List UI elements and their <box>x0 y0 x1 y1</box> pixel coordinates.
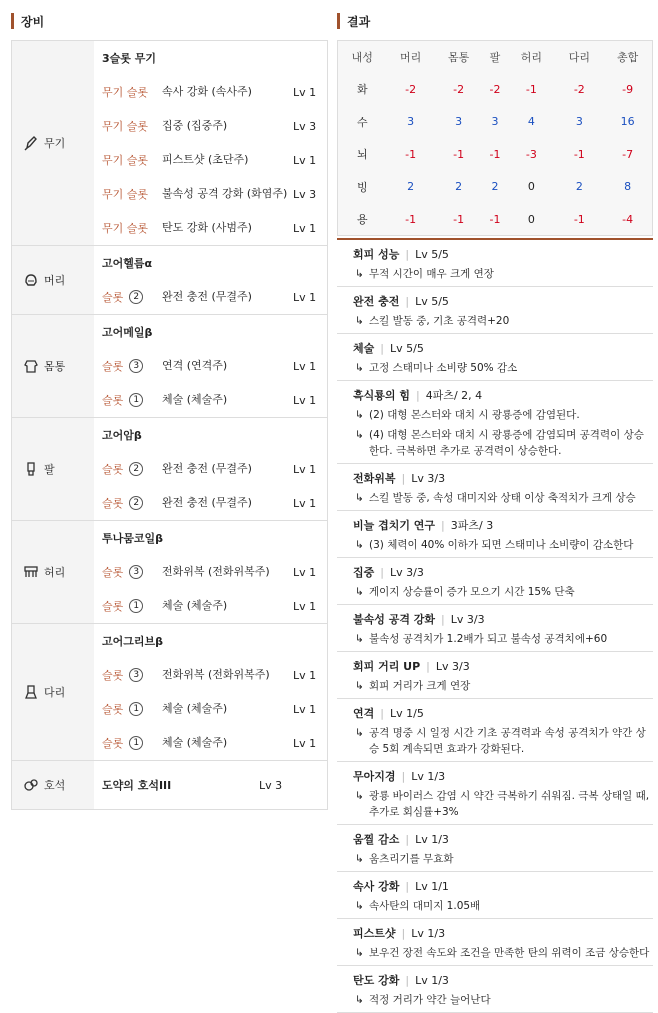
column-header: 총합 <box>617 51 639 64</box>
slot-level-badge: 2 <box>129 496 143 510</box>
decoration-name: 속사 강화 (속사주) <box>162 85 252 98</box>
arrow-icon: ↳ <box>355 680 364 692</box>
skill-item: 속사 강화 | Lv 1/1 ↳ 속사탄의 대미지 1.05배 <box>337 872 653 919</box>
slot-level-badge: 1 <box>129 393 143 407</box>
table-cell: -2 <box>405 82 417 96</box>
skill-name: 회피 성능 <box>353 248 400 261</box>
slot-label: 슬롯 <box>102 669 124 682</box>
decoration-name: 완전 충전 (무결주) <box>162 496 252 509</box>
column-header: 머리 <box>399 51 422 64</box>
slot-level-badge: 1 <box>129 702 143 716</box>
part-label-text: 몸통 <box>44 360 66 373</box>
decoration-row[interactable] <box>102 211 327 245</box>
decoration-name: 집중 (집중주) <box>162 119 228 132</box>
slot-label: 슬롯 <box>102 360 124 373</box>
slot-label: 무기 슬롯 <box>102 188 149 201</box>
skill-item: 집중 | Lv 3/3 ↳ 게이지 상승률이 증가 모으기 시간 15% 단축 <box>337 558 653 605</box>
decoration-name: 체술 (체술주) <box>162 736 228 749</box>
skill-item: 불속성 공격 강화 | Lv 3/3 ↳ 불속성 공격치가 1.2배가 되고 불속성 공격치에+60 <box>337 605 653 652</box>
skill-description <box>353 427 653 459</box>
slot-level-badge: 3 <box>129 359 143 373</box>
skill-item: 회피 거리 UP | Lv 3/3 ↳ 회피 거리가 크게 연장 <box>337 652 653 699</box>
table-cell: -1 <box>573 212 585 226</box>
decoration-name: 전화위복 (전화위복주) <box>162 565 270 578</box>
table-cell: -2 <box>489 82 501 96</box>
skill-name: 체술 <box>353 342 375 355</box>
arrow-icon: ↳ <box>355 409 364 421</box>
weapon-icon <box>22 135 40 151</box>
table-row <box>338 73 653 106</box>
skill-level: Lv 1/5 <box>389 706 424 720</box>
table-cell: 8 <box>624 180 632 194</box>
decoration-row[interactable] <box>102 280 327 314</box>
decoration-row[interactable] <box>102 726 327 760</box>
skill-item: 탄도 강화 | Lv 1/3 ↳ 적정 거리가 약간 늘어난다 <box>337 966 653 1013</box>
slot-label: 슬롯 <box>102 463 124 476</box>
decoration-row[interactable] <box>102 692 327 726</box>
skill-description-text: 움츠리기를 무효화 <box>369 853 454 865</box>
equip-title: 장비 <box>21 14 45 29</box>
decoration-level: Lv 3 <box>293 119 317 133</box>
slot-label: 무기 슬롯 <box>102 222 149 235</box>
arrow-icon: ↳ <box>355 492 364 504</box>
talisman-icon <box>22 777 40 793</box>
decoration-name: 전화위복 (전화위복주) <box>162 668 270 681</box>
skill-level: Lv 3/3 <box>450 612 485 626</box>
skill-description <box>353 678 653 694</box>
decoration-level: Lv 1 <box>293 599 317 613</box>
arrow-icon: ↳ <box>355 268 364 280</box>
table-cell: -1 <box>489 147 501 161</box>
decoration-row[interactable] <box>102 452 327 486</box>
table-cell: 용 <box>356 213 368 226</box>
skill-name: 연격 <box>353 707 375 720</box>
decoration-level: Lv 1 <box>293 85 317 99</box>
skill-description <box>353 945 653 961</box>
decoration-name: 체술 (체술주) <box>162 393 228 406</box>
skill-description <box>353 788 653 820</box>
decoration-name: 불속성 공격 강화 (화염주) <box>162 187 288 200</box>
part-label-text: 다리 <box>44 686 66 699</box>
decoration-row[interactable] <box>102 658 327 692</box>
skill-description-text: 스킬 발동 중, 속성 대미지와 상태 이상 축적치가 크게 상승 <box>369 492 636 504</box>
skill-item: 회피 성능 | Lv 5/5 ↳ 무적 시간이 매우 크게 연장 <box>337 240 653 287</box>
arrow-icon: ↳ <box>355 727 364 739</box>
skill-level: Lv 3/3 <box>411 471 446 485</box>
skill-description <box>353 992 653 1008</box>
result-title-bar <box>337 12 370 30</box>
skill-item: 완전 충전 | Lv 5/5 ↳ 스킬 발동 중, 기초 공격력+20 <box>337 287 653 334</box>
part-label <box>12 624 94 760</box>
part-label-text: 허리 <box>44 566 66 579</box>
resistance-table <box>337 40 653 236</box>
skill-description <box>353 266 653 282</box>
table-cell: 3 <box>407 115 415 129</box>
column-header: 허리 <box>520 51 542 64</box>
skill-name: 집중 <box>353 566 375 579</box>
column-header: 내성 <box>351 51 373 64</box>
table-cell: -9 <box>622 82 634 96</box>
skill-description-text: 광룡 바이러스 감염 시 약간 극복하기 쉬워짐. 극복 상태일 때, 추가로 회심률+3% <box>369 790 650 818</box>
decoration-level: Lv 1 <box>293 496 317 510</box>
arrow-icon: ↳ <box>355 429 364 441</box>
decoration-level: Lv 1 <box>293 153 317 167</box>
part-label-text: 팔 <box>44 463 55 476</box>
slot-label: 무기 슬롯 <box>102 120 149 133</box>
skill-description <box>353 360 653 376</box>
decoration-name: 완전 충전 (무결주) <box>162 462 252 475</box>
table-row <box>338 106 653 139</box>
decoration-row[interactable] <box>102 555 327 589</box>
skill-level: 4파츠/ 2, 4 <box>425 389 483 402</box>
part-label <box>12 41 94 245</box>
decoration-row[interactable] <box>102 143 327 177</box>
skill-level: 3파츠/ 3 <box>450 519 494 532</box>
decoration-name: 연격 (연격주) <box>162 359 228 372</box>
skill-name: 움찔 감소 <box>353 833 400 846</box>
table-cell: -1 <box>453 147 465 161</box>
slot-label: 슬롯 <box>102 394 124 407</box>
slot-level-badge: 2 <box>129 290 143 304</box>
table-cell: -1 <box>405 212 417 226</box>
slot-level-badge: 1 <box>129 736 143 750</box>
table-cell: 뇌 <box>356 148 368 162</box>
skill-name: 탄도 강화 <box>353 974 400 987</box>
table-cell: 0 <box>527 180 535 194</box>
skill-item: 연격 | Lv 1/5 ↳ 공격 명중 시 일정 시간 기초 공격력과 속성 공격치가 약간 상승 5회 계속되면 효과가 강화된다. <box>337 699 653 762</box>
table-cell: 0 <box>527 212 535 226</box>
skill-name: 완전 충전 <box>353 295 400 308</box>
talisman-name[interactable]: 도약의 호석III <box>102 779 172 792</box>
table-cell: -3 <box>525 147 537 161</box>
part-label-text: 무기 <box>44 137 66 150</box>
slot-label: 슬롯 <box>102 703 124 716</box>
skill-description <box>353 490 653 506</box>
decoration-level: Lv 1 <box>293 221 317 235</box>
table-cell: -4 <box>622 212 634 226</box>
skill-description <box>353 851 653 867</box>
skill-name: 피스트샷 <box>353 927 396 940</box>
table-row <box>338 171 653 204</box>
skill-level: Lv 1/3 <box>411 769 446 783</box>
skill-name: 전화위복 <box>353 472 396 485</box>
skill-level: Lv 3/3 <box>389 565 424 579</box>
decoration-level: Lv 1 <box>293 462 317 476</box>
skill-description-text: 고정 스태미나 소비량 50% 감소 <box>369 362 518 374</box>
equipment-name[interactable]: 고어암β <box>102 429 142 442</box>
slot-label: 슬롯 <box>102 566 124 579</box>
talisman-level: Lv 3 <box>259 778 283 792</box>
slot-label: 슬롯 <box>102 600 124 613</box>
slot-label: 슬롯 <box>102 737 124 750</box>
skill-description <box>353 631 653 647</box>
result-panel <box>337 40 653 1013</box>
equip-title-bar <box>11 12 44 30</box>
decoration-name: 체술 (체술주) <box>162 702 228 715</box>
skill-list <box>337 240 653 1013</box>
skill-description <box>353 584 653 600</box>
part-label <box>12 761 94 809</box>
table-row <box>338 203 653 236</box>
leg-icon <box>22 684 40 700</box>
arrow-icon: ↳ <box>355 947 364 959</box>
equipment-panel <box>11 40 328 810</box>
skill-description-text: 공격 명중 시 일정 시간 기초 공격력과 속성 공격치가 약간 상승 5회 계속되면 효과가 강화된다. <box>369 727 646 755</box>
decoration-row[interactable] <box>102 75 327 109</box>
skill-description-text: (4) 대형 몬스터와 대치 시 광룡증에 감염되며 공격력이 상승한다. 극복하면 추가로 공격력이 상승한다. <box>369 429 644 457</box>
decoration-level: Lv 1 <box>293 359 317 373</box>
decoration-row[interactable] <box>102 383 327 417</box>
arrow-icon: ↳ <box>355 315 364 327</box>
table-cell: 3 <box>491 115 499 129</box>
part-label-text: 호석 <box>44 779 66 792</box>
skill-level: Lv 1/3 <box>415 973 449 987</box>
skill-level: Lv 3/3 <box>435 659 470 673</box>
equip-part-5 <box>12 624 327 761</box>
arrow-icon: ↳ <box>355 539 364 551</box>
arm-icon <box>22 461 40 477</box>
table-cell: 수 <box>356 115 368 129</box>
arrow-icon: ↳ <box>355 853 364 865</box>
arrow-icon: ↳ <box>355 362 364 374</box>
equipment-name[interactable]: 고어그리브β <box>102 635 164 648</box>
skill-item: 비늘 겹치기 연구 | 3파츠/ 3 ↳ (3) 체력이 40% 이하가 되면 스태미나 소비량이 감소한다 <box>337 511 653 558</box>
skill-item: 움찔 감소 | Lv 1/3 ↳ 움츠리기를 무효화 <box>337 825 653 872</box>
skill-description-text: 적정 거리가 약간 늘어난다 <box>369 994 491 1006</box>
decoration-row[interactable] <box>102 177 327 211</box>
decoration-row[interactable] <box>102 486 327 520</box>
part-label <box>12 521 94 623</box>
skill-description <box>353 537 653 553</box>
table-cell: -2 <box>573 82 585 96</box>
decoration-level: Lv 1 <box>293 702 317 716</box>
table-cell: -2 <box>453 82 465 96</box>
slot-label: 무기 슬롯 <box>102 86 149 99</box>
skill-description-text: 게이지 상승률이 증가 모으기 시간 15% 단축 <box>369 586 575 598</box>
equipment-name[interactable]: 고어헬름α <box>102 257 153 270</box>
arrow-icon: ↳ <box>355 633 364 645</box>
skill-level: Lv 1/3 <box>415 832 449 846</box>
waist-icon <box>22 564 40 580</box>
slot-label: 무기 슬롯 <box>102 154 149 167</box>
part-label-text: 머리 <box>44 274 66 287</box>
decoration-row[interactable] <box>102 109 327 143</box>
table-cell: 2 <box>407 180 415 194</box>
decoration-level: Lv 3 <box>293 187 317 201</box>
decoration-row[interactable] <box>102 349 327 383</box>
equipment-name[interactable]: 고어메일β <box>102 326 153 339</box>
decoration-level: Lv 1 <box>293 565 317 579</box>
part-label <box>12 315 94 417</box>
skill-level: Lv 5/5 <box>415 247 449 261</box>
skill-name: 속사 강화 <box>353 880 400 893</box>
slot-level-badge: 3 <box>129 668 143 682</box>
arrow-icon: ↳ <box>355 900 364 912</box>
skill-description-text: 불속성 공격치가 1.2배가 되고 불속성 공격치에+60 <box>369 633 608 645</box>
chest-icon <box>22 358 40 374</box>
table-cell: -7 <box>622 147 634 161</box>
table-row <box>338 138 653 171</box>
table-cell: 화 <box>356 83 368 97</box>
arrow-icon: ↳ <box>355 586 364 598</box>
skill-description-text: (3) 체력이 40% 이하가 되면 스태미나 소비량이 감소한다 <box>369 539 634 551</box>
skill-item: 피스트샷 | Lv 1/3 ↳ 보우건 장전 속도와 조건을 만족한 탄의 위력이 조금 상승한다 <box>337 919 653 966</box>
skill-description <box>353 898 653 914</box>
part-label <box>12 418 94 520</box>
skill-description-text: (2) 대형 몬스터와 대치 시 광룡증에 감염된다. <box>369 409 580 421</box>
skill-item: 무아지경 | Lv 1/3 ↳ 광룡 바이러스 감염 시 약간 극복하기 쉬워짐. 극복 상태일 때, 추가로 회심률+3% <box>337 762 653 825</box>
decoration-level: Lv 1 <box>293 393 317 407</box>
skill-name: 흑식룡의 힘 <box>353 389 410 402</box>
skill-level: Lv 1/1 <box>415 879 449 893</box>
column-header: 몸통 <box>447 51 470 64</box>
column-header: 팔 <box>489 51 501 64</box>
column-header: 다리 <box>568 51 590 64</box>
skill-description-text: 스킬 발동 중, 기초 공격력+20 <box>369 315 510 327</box>
equip-part-talisman <box>12 761 327 809</box>
table-cell: -1 <box>405 147 417 161</box>
equip-part-2 <box>12 315 327 418</box>
table-cell: 빙 <box>356 180 368 194</box>
arrow-icon: ↳ <box>355 790 364 802</box>
skill-description-text: 속사탄의 대미지 1.05배 <box>369 900 481 912</box>
slot-label: 슬롯 <box>102 291 124 304</box>
skill-name: 불속성 공격 강화 <box>353 613 436 626</box>
decoration-name: 완전 충전 (무결주) <box>162 290 252 303</box>
equip-part-0 <box>12 41 327 246</box>
skill-description <box>353 407 653 423</box>
part-label <box>12 246 94 314</box>
table-cell: 2 <box>455 180 463 194</box>
equip-part-3 <box>12 418 327 521</box>
decoration-level: Lv 1 <box>293 290 317 304</box>
decoration-level: Lv 1 <box>293 736 317 750</box>
skill-name: 회피 거리 UP <box>353 660 421 673</box>
slot-level-badge: 3 <box>129 565 143 579</box>
skill-description-text: 회피 거리가 크게 연장 <box>369 680 471 692</box>
skill-description <box>353 313 653 329</box>
decoration-name: 탄도 강화 (사범주) <box>162 221 252 234</box>
table-cell: -1 <box>573 147 585 161</box>
helmet-icon <box>22 272 40 288</box>
table-cell: 16 <box>620 115 635 129</box>
slot-label: 슬롯 <box>102 497 124 510</box>
skill-description <box>353 725 653 757</box>
table-cell: 2 <box>575 180 583 194</box>
skill-item: 흑식룡의 힘 | 4파츠/ 2, 4 ↳ (2) 대형 몬스터와 대치 시 광룡증에 감염된다. ↳ (4) 대형 몬스터와 대치 시 광룡증에 감염되며 공격력이 상승한다. 극복하면 추가로 공격력이 상승한다. <box>337 381 653 464</box>
table-header-row <box>338 41 653 74</box>
table-cell: 4 <box>527 115 535 129</box>
skill-level: Lv 1/3 <box>411 926 446 940</box>
equip-part-1 <box>12 246 327 315</box>
skill-level: Lv 5/5 <box>415 294 449 308</box>
table-cell: -1 <box>453 212 465 226</box>
decoration-name: 피스트샷 (초단주) <box>162 153 249 166</box>
slot-level-badge: 1 <box>129 599 143 613</box>
slot-level-badge: 2 <box>129 462 143 476</box>
equip-part-4 <box>12 521 327 624</box>
equipment-name[interactable]: 투나뭄코일β <box>102 532 164 545</box>
equipment-name[interactable]: 3슬롯 무기 <box>102 52 156 65</box>
skill-item: 체술 | Lv 5/5 ↳ 고정 스태미나 소비량 50% 감소 <box>337 334 653 381</box>
skill-item: 전화위복 | Lv 3/3 ↳ 스킬 발동 중, 속성 대미지와 상태 이상 축적치가 크게 상승 <box>337 464 653 511</box>
table-cell: 2 <box>491 180 499 194</box>
skill-description-text: 무적 시간이 매우 크게 연장 <box>369 268 494 280</box>
result-title: 결과 <box>347 14 371 29</box>
table-cell: 3 <box>575 115 583 129</box>
skill-name: 무아지경 <box>353 770 396 783</box>
arrow-icon: ↳ <box>355 994 364 1006</box>
table-cell: -1 <box>489 212 501 226</box>
decoration-level: Lv 1 <box>293 668 317 682</box>
decoration-name: 체술 (체술주) <box>162 599 228 612</box>
skill-level: Lv 5/5 <box>389 341 424 355</box>
decoration-row[interactable] <box>102 589 327 623</box>
skill-name: 비늘 겹치기 연구 <box>353 519 436 532</box>
table-cell: 3 <box>455 115 463 129</box>
skill-description-text: 보우건 장전 속도와 조건을 만족한 탄의 위력이 조금 상승한다 <box>369 947 650 959</box>
table-cell: -1 <box>525 82 537 96</box>
